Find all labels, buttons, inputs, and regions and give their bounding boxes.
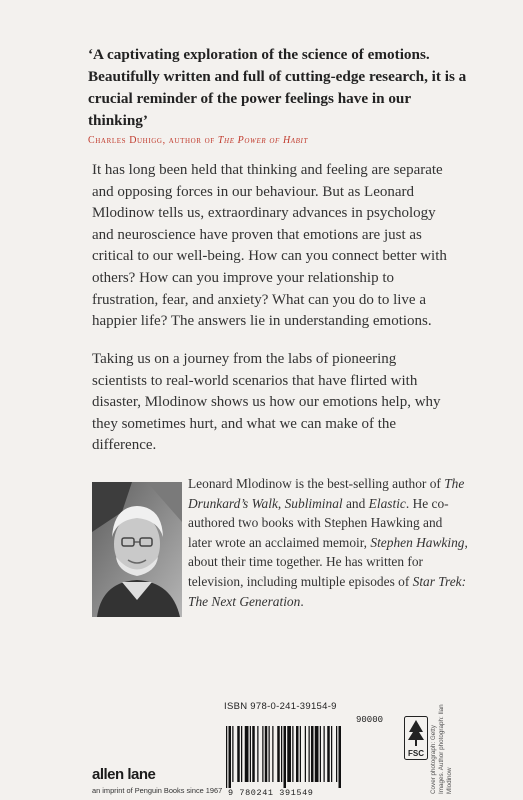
barcode-bar bbox=[237, 726, 240, 782]
barcode-bar bbox=[311, 726, 314, 782]
barcode-bar bbox=[336, 726, 337, 782]
bio-book-title: Star Trek: The Next Generation bbox=[188, 573, 467, 609]
barcode-bar bbox=[265, 726, 268, 782]
isbn-label: ISBN 978-0-241-39154-9 bbox=[224, 701, 337, 712]
barcode-block bbox=[224, 701, 394, 796]
review-quote: ‘A captivating exploration of the science of emotions. Beautifully written and full of cutting-edge research, it is a crucial reminder of the power feelings have in our thinking’ bbox=[88, 46, 467, 129]
barcode-bar bbox=[281, 726, 282, 782]
fsc-logo bbox=[404, 716, 428, 760]
barcode-bar bbox=[331, 726, 332, 782]
barcode-bar bbox=[229, 726, 232, 788]
publisher-logo: allen lane bbox=[92, 766, 156, 783]
barcode-bar bbox=[296, 726, 299, 782]
bio-text: Leonard Mlodinow is the best-selling author of bbox=[188, 476, 445, 491]
description-paragraph-2: Taking us on a journey from the labs of pioneering scientists to real-world scenarios that have flirted with disaster, Mlodinow shows us how our emotions help, why they sometimes hurt, and what we can make of the difference. bbox=[92, 351, 441, 454]
barcode-bar bbox=[245, 726, 249, 782]
imprint-line: an imprint of Penguin Books since 1967 bbox=[92, 786, 223, 795]
bio-book-title: Stephen Hawking bbox=[370, 534, 465, 550]
barcode-digits: 9 780241 391549 bbox=[228, 788, 314, 798]
barcode-bar bbox=[315, 726, 319, 782]
barcode-bar bbox=[327, 726, 330, 782]
bio-text: . bbox=[300, 593, 304, 609]
bio-book-title: Elastic bbox=[368, 495, 406, 511]
fsc-label: FSC bbox=[408, 749, 424, 758]
barcode-bar bbox=[305, 726, 306, 782]
quote-attribution bbox=[88, 135, 488, 146]
author-portrait-image bbox=[92, 482, 182, 617]
photo-credit: Cover photograph: Getty Images. Author photograph: Ilan Mlodinow bbox=[430, 704, 453, 794]
barcode-bar bbox=[252, 726, 255, 782]
price-code: 90000 bbox=[356, 715, 384, 725]
barcode-bar bbox=[277, 726, 280, 782]
barcode-bar bbox=[300, 726, 301, 782]
barcode-bar bbox=[257, 726, 258, 782]
barcode-image bbox=[224, 726, 394, 788]
barcode-bar bbox=[320, 726, 321, 782]
attribution-book-title: The Power of Habit bbox=[217, 135, 308, 146]
barcode-bar bbox=[269, 726, 270, 782]
barcode-bar bbox=[324, 726, 325, 782]
author-bio bbox=[188, 474, 468, 611]
barcode-bar bbox=[309, 726, 310, 782]
bio-text: , bbox=[277, 495, 285, 511]
barcode-bar bbox=[284, 726, 287, 788]
attribution-author: Charles Duhigg, author of bbox=[88, 135, 218, 146]
barcode-bar bbox=[287, 726, 291, 782]
barcode-bar bbox=[292, 726, 293, 782]
fsc-tree-icon bbox=[404, 716, 428, 760]
barcode-bar bbox=[241, 726, 242, 782]
barcode-bar bbox=[232, 726, 233, 782]
bio-text: , about their time together. He has written for television, including multiple episodes of bbox=[188, 534, 468, 589]
bio-text: . He co-authored two books with Stephen Hawking and later wrote an acclaimed memoir, bbox=[188, 495, 449, 550]
bio-book-title: Subliminal bbox=[284, 495, 343, 511]
bio-text: and bbox=[342, 495, 369, 511]
barcode-bar bbox=[250, 726, 251, 782]
barcode-bar bbox=[262, 726, 263, 782]
barcode-bar bbox=[226, 726, 227, 788]
author-photo bbox=[92, 482, 182, 617]
barcode-bar bbox=[339, 726, 342, 788]
bio-book-title: The Drunkard’s Walk bbox=[188, 476, 465, 511]
description-paragraph-1: It has long been held that thinking and feeling are separate and opposing forces in our behaviour. But as Leonard Mlodinow tells us, extraordinary advances in psychology and neuroscience have proven that emotions are just as critical to our well-being. How can you connect better with others? How can you improve your relationship to frustration, fear, and anxiety? What can you do to live a happier life? The answers lie in understanding emotions. bbox=[92, 162, 447, 330]
barcode-bar bbox=[272, 726, 273, 782]
